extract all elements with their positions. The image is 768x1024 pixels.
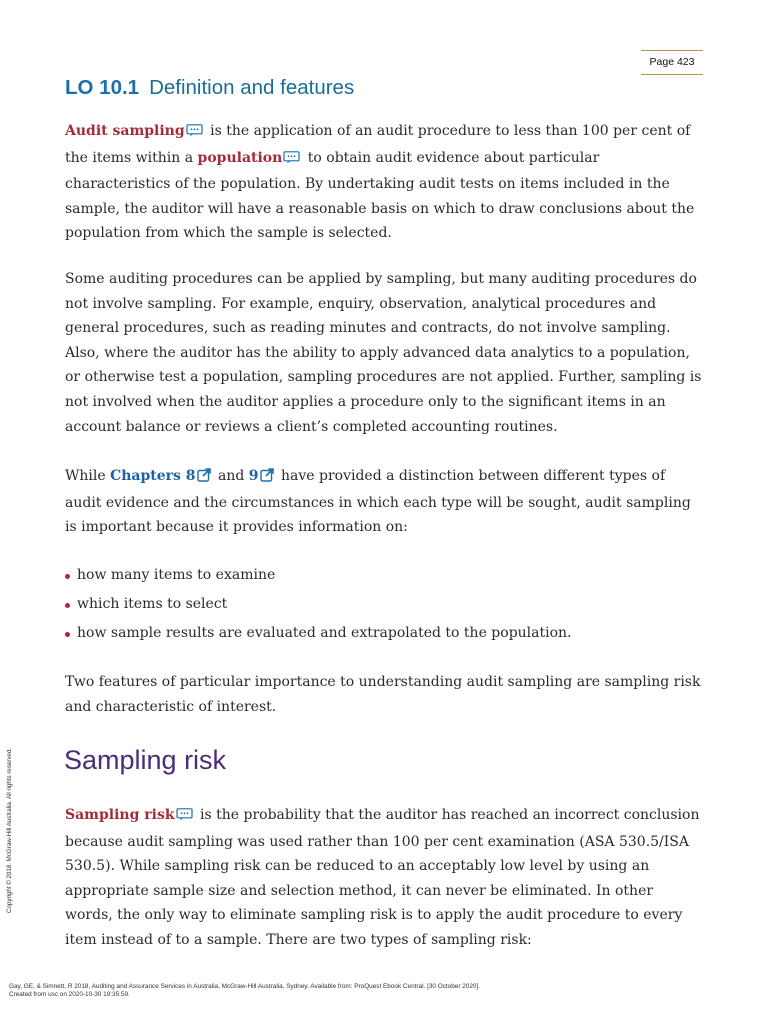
text: is the application of an audit procedure to less than 100 per cent of the items within a bbox=[65, 123, 691, 166]
list-item bbox=[65, 563, 705, 592]
text: is the probability that the auditor has reached an incorrect conclusion because audit sampling was used rather than 100 per cent examination (ASA 530.5/ISA 530.5). While sampling risk can be reduced to an acceptably low level by using an appropriate sample size and selection method, it can never be eliminated. In other words, the only way to eliminate sampling risk is to apply the audit procedure to every item instead of to a sample. There are two types of sampling risk: bbox=[65, 807, 700, 948]
paragraph-sampling-risk-definition bbox=[65, 803, 705, 953]
bullet-dot bbox=[65, 632, 70, 637]
glossary-term-audit-sampling[interactable]: Audit sampling bbox=[65, 123, 185, 139]
lo-title: Definition and features bbox=[149, 76, 355, 99]
bullet-dot bbox=[65, 574, 70, 579]
list-item bbox=[65, 621, 705, 650]
bullet-dot bbox=[65, 603, 70, 608]
speech-bubble-icon[interactable] bbox=[283, 148, 300, 173]
glossary-term-sampling-risk[interactable]: Sampling risk bbox=[65, 807, 175, 823]
list-item bbox=[65, 592, 705, 621]
chapter-9-link[interactable]: 9 bbox=[248, 468, 259, 484]
bullet-list bbox=[65, 563, 705, 651]
section-heading-sampling-risk: Sampling risk bbox=[64, 745, 227, 775]
list-item-text: how sample results are evaluated and extrapolated to the population. bbox=[77, 625, 572, 642]
paragraph-sampling-scope: Some auditing procedures can be applied by sampling, but many auditing procedures do not involve sampling. For example, enquiry, observation, analytical procedures and general procedures, such as reading minutes and contracts, do not involve sampling. Also, where the auditor has the ability to apply advanced data analytics to a population, or otherwise test a population, sampling procedures are not applied. Further, sampling is not involved when the auditor applies a procedure only to the significant items in an account balance or reviews a client’s completed accounting routines. bbox=[65, 271, 702, 435]
copyright-notice: Copyright © 2018. McGraw-Hill Australia. All rights reserved. bbox=[6, 747, 13, 913]
text: While bbox=[65, 468, 111, 484]
speech-bubble-icon[interactable] bbox=[186, 121, 203, 146]
glossary-term-population[interactable]: population bbox=[197, 149, 283, 166]
paragraph-audit-sampling-definition bbox=[65, 119, 705, 246]
paragraph-two-features: Two features of particular importance to understanding audit sampling are sampling risk and characteristic of interest. bbox=[65, 674, 701, 715]
learning-objective-heading bbox=[65, 75, 354, 101]
lo-number: LO 10.1 bbox=[65, 76, 140, 99]
text: and bbox=[213, 468, 249, 484]
citation-line: Gay, GE, & Simnett, R 2018, Auditing and Assurance Services in Australia, McGraw-Hill Australia, Sydney. Available from: ProQuest Ebook Central. [30 October 2020]. bbox=[9, 983, 480, 990]
text: have provided a distinction between different types of audit evidence and the circumstances in which each type will be sought, audit sampling is important because it provides information on: bbox=[65, 468, 691, 536]
citation-footer bbox=[9, 983, 480, 999]
external-link-icon[interactable] bbox=[197, 466, 211, 491]
paragraph-chapters-reference bbox=[65, 464, 705, 540]
created-line: Created from usc on 2020-10-30 19:35:59. bbox=[9, 991, 130, 998]
text: to obtain audit evidence about particular characteristics of the population. By undertaking audit tests on items included in the sample, the auditor will have a reasonable basis on which to draw conclusions about the population from which the sample is selected. bbox=[65, 149, 695, 242]
speech-bubble-icon[interactable] bbox=[176, 805, 193, 830]
page-number-tag: Page 423 bbox=[641, 50, 703, 75]
external-link-icon[interactable] bbox=[260, 466, 274, 491]
list-item-text: which items to select bbox=[77, 596, 228, 613]
list-item-text: how many items to examine bbox=[77, 567, 276, 583]
chapter-8-link[interactable]: Chapters 8 bbox=[110, 468, 196, 484]
